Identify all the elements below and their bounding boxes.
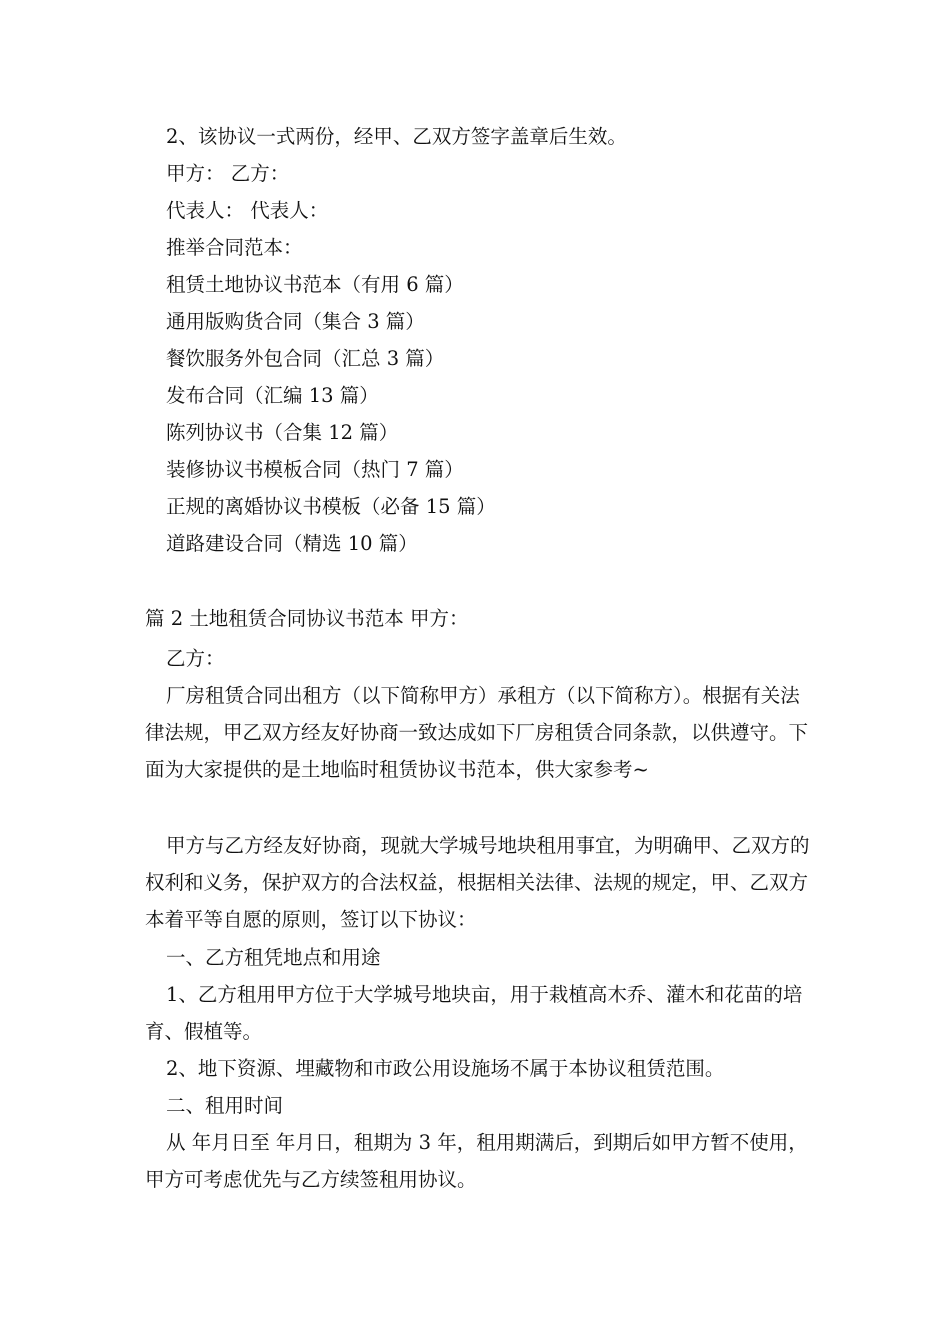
recommend-item: 装修协议书模板合同（热门 7 篇） <box>166 458 464 481</box>
section-2-text: 从 年月日至 年月日，租期为 3 年，租用期满后，到期后如甲方暂不使用，甲方可考虑优先与乙方续签租用协议。 <box>145 1131 808 1191</box>
section-1-item-2: 2、地下资源、埋藏物和市政公用设施场不属于本协议租赁范围。 <box>166 1057 725 1080</box>
section-1-item-1: 1、乙方租用甲方位于大学城号地块亩，用于栽植高木乔、灌木和花苗的培育、假植等。 <box>145 983 803 1043</box>
party-b-label: 乙方： <box>166 647 225 670</box>
recommend-item: 餐饮服务外包合同（汇总 3 篇） <box>166 347 445 370</box>
recommend-title: 推举合同范本： <box>166 236 303 259</box>
recommend-item: 通用版购货合同（集合 3 篇） <box>166 310 425 333</box>
representative-signature-line: 代表人： 代表人： <box>166 199 329 222</box>
recommend-item: 正规的离婚协议书模板（必备 15 篇） <box>166 495 496 518</box>
recommend-item: 陈列协议书（合集 12 篇） <box>166 421 399 444</box>
intro-paragraph: 厂房租赁合同出租方（以下简称甲方）承租方（以下简称方）。根据有关法律法规，甲乙双方经友好协商一致达成如下厂房租赁合同条款，以供遵守。下面为大家提供的是土地临时租赁协议书范本，供大家参考~ <box>145 684 809 781</box>
recommend-item: 租赁土地协议书范本（有用 6 篇） <box>166 273 464 296</box>
effect-clause: 2、该协议一式两份，经甲、乙双方签字盖章后生效。 <box>166 125 627 148</box>
agreement-paragraph: 甲方与乙方经友好协商，现就大学城号地块租用事宜，为明确甲、乙双方的权利和义务，保护双方的合法权益，根据相关法律、法规的规定，甲、乙双方本着平等自愿的原则，签订以下协议： <box>145 834 810 931</box>
article-heading: 篇 2 土地租赁合同协议书范本 甲方： <box>145 607 469 630</box>
section-2-title: 二、租用时间 <box>166 1094 284 1117</box>
section-1-title: 一、乙方租凭地点和用途 <box>166 946 381 969</box>
recommend-item: 道路建设合同（精选 10 篇） <box>166 532 418 555</box>
recommend-item: 发布合同（汇编 13 篇） <box>166 384 379 407</box>
party-signature-line: 甲方： 乙方： <box>166 162 290 185</box>
